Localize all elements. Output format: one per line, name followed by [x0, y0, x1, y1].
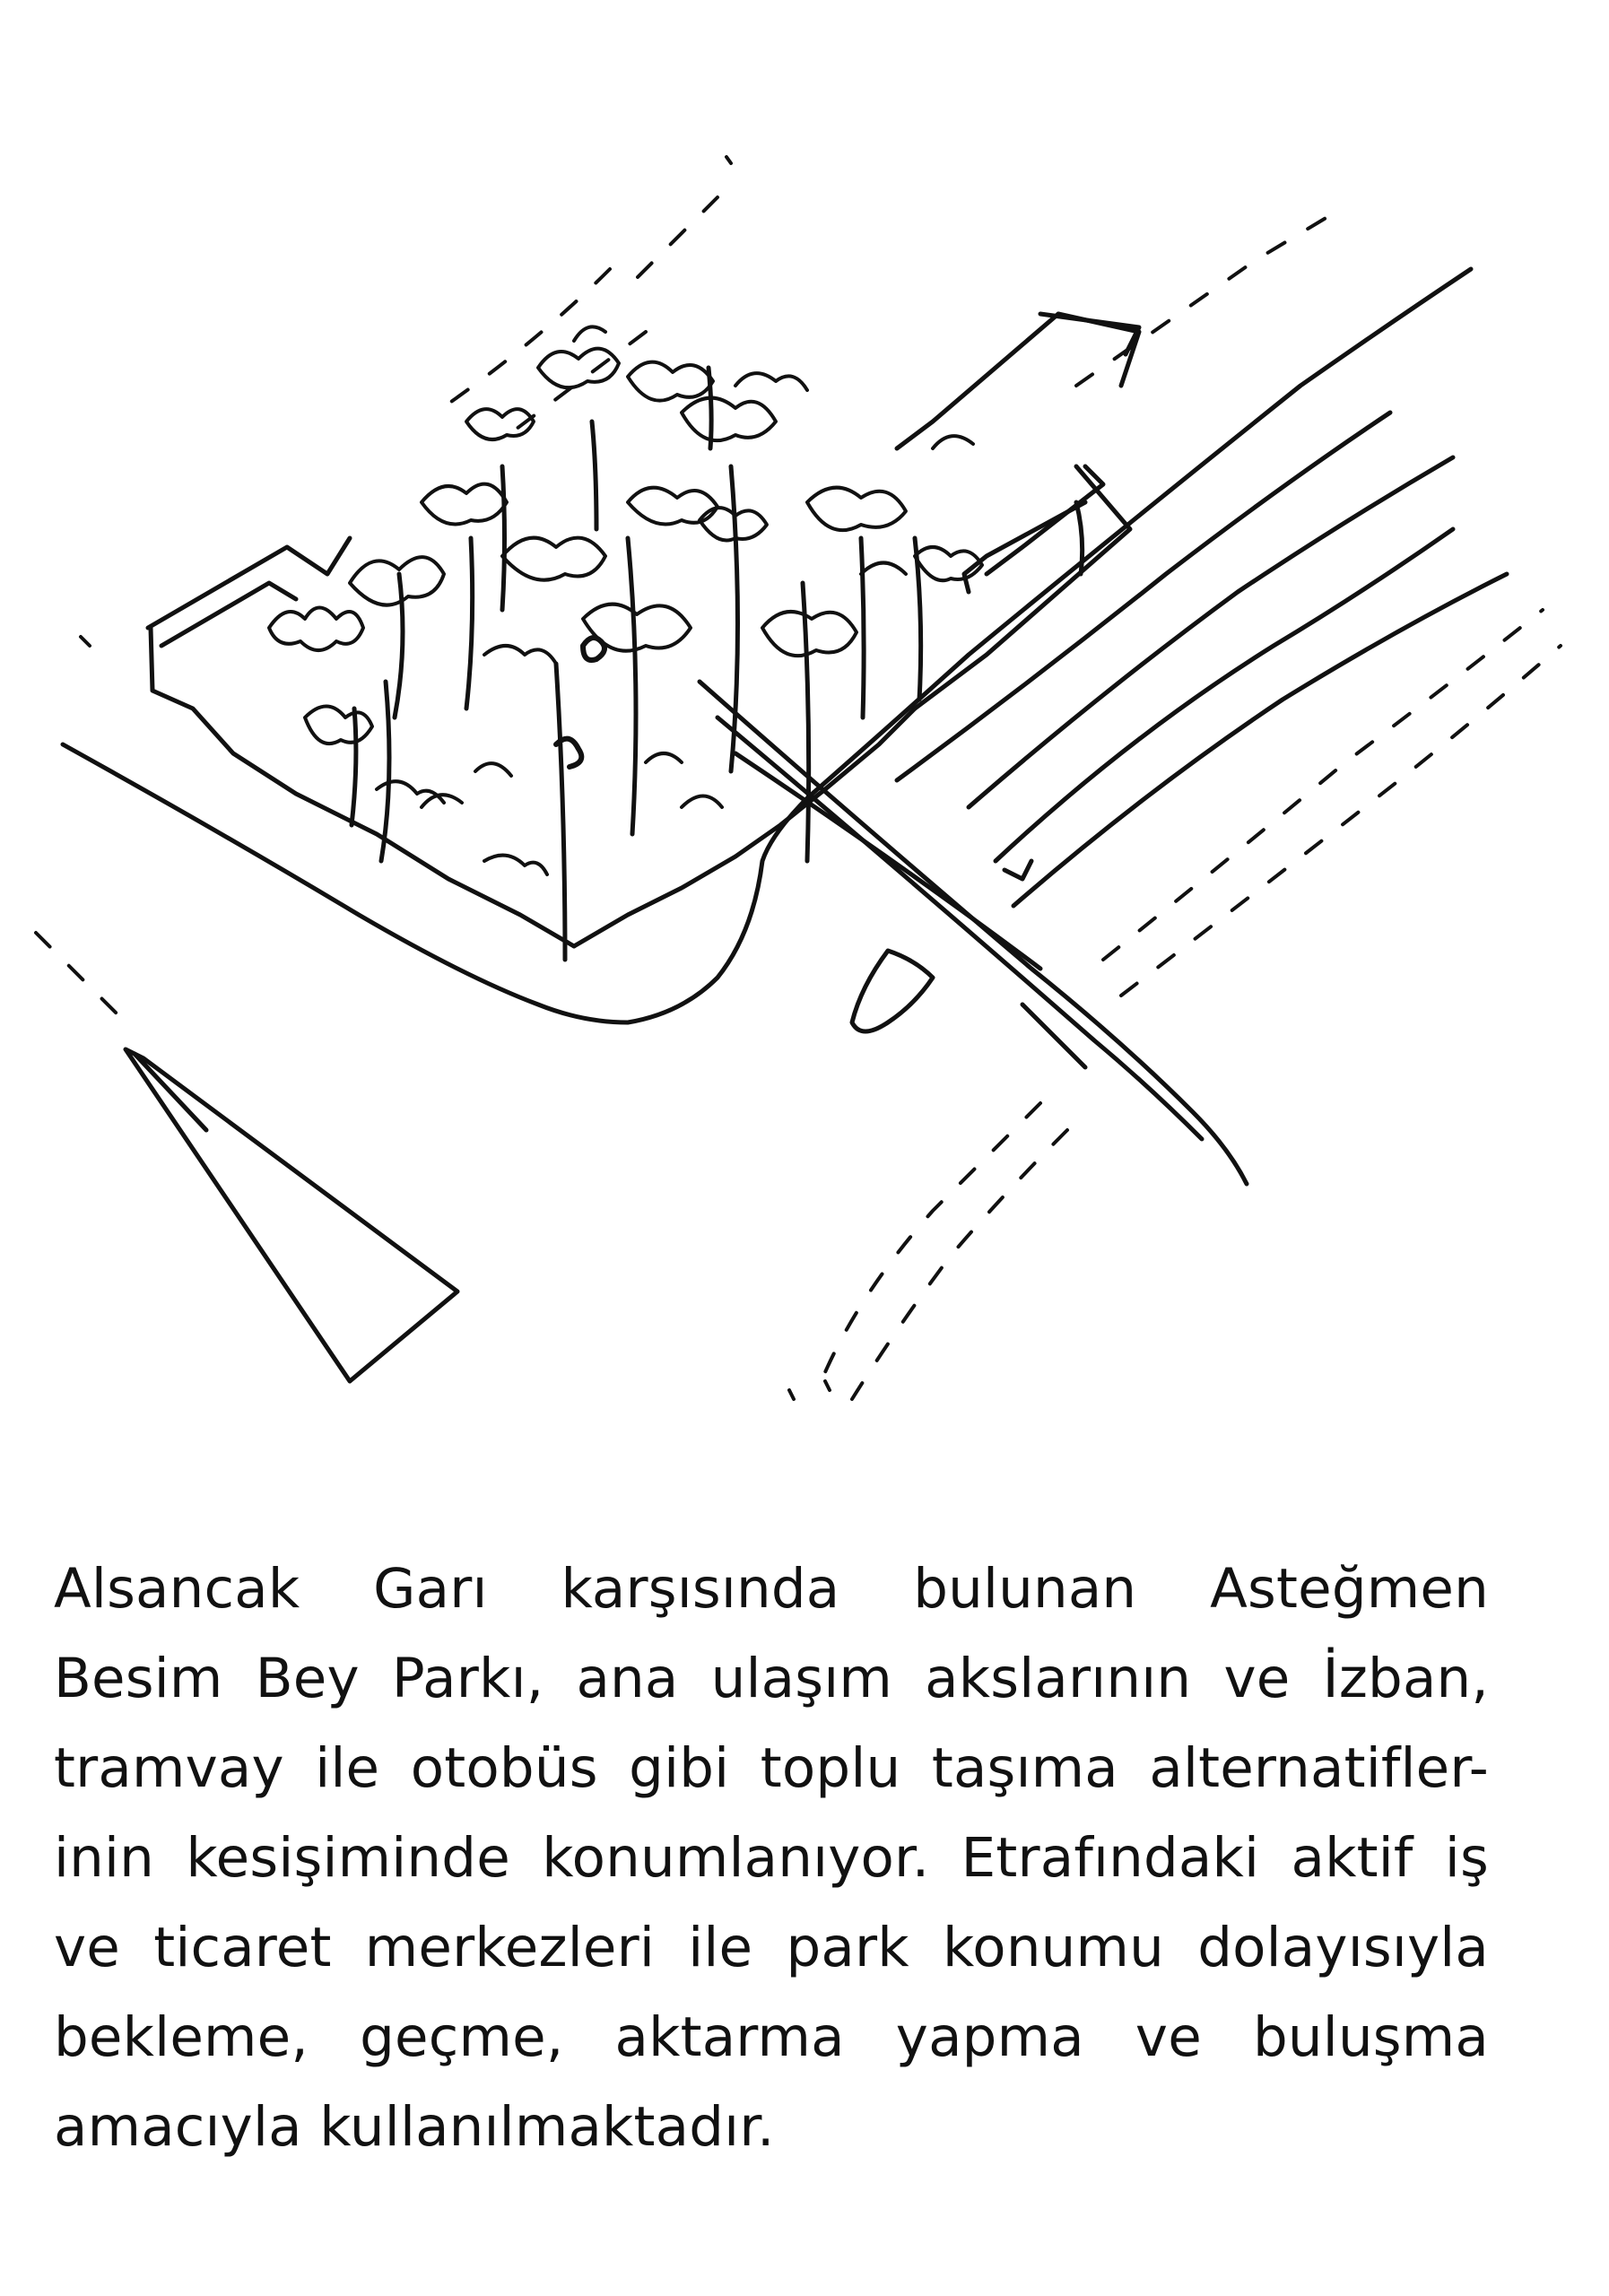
- caption-line: tramvay ile otobüs gibi toplu taşıma alternatifler-: [54, 1736, 1489, 1800]
- caption-line: bekleme, geçme, aktarma yapma ve buluşma: [54, 2005, 1489, 2069]
- caption-paragraph: [54, 1544, 1489, 2172]
- triangle-median: [126, 1049, 457, 1381]
- main-roads: [63, 269, 1507, 1184]
- caption-line: Besim Bey Parkı, ana ulaşım akslarının ve İzban,: [54, 1647, 1489, 1710]
- caption-line: inin kesişiminde konumlanıyor. Etrafındaki aktif iş: [54, 1826, 1489, 1890]
- traffic-island: [852, 951, 933, 1031]
- tree-canopies: [269, 326, 982, 874]
- caption-line: Alsancak Garı karşısında bulunan Asteğmen: [54, 1557, 1489, 1621]
- caption-line: amacıyla kullanılmaktadır.: [54, 2095, 775, 2159]
- dark-canopy: [556, 638, 604, 767]
- tick-marks: [81, 157, 830, 1399]
- park-block-outline: [148, 314, 1139, 946]
- caption-line: ve ticaret merkezleri ile park konumu dolayısıyla: [54, 1916, 1489, 1979]
